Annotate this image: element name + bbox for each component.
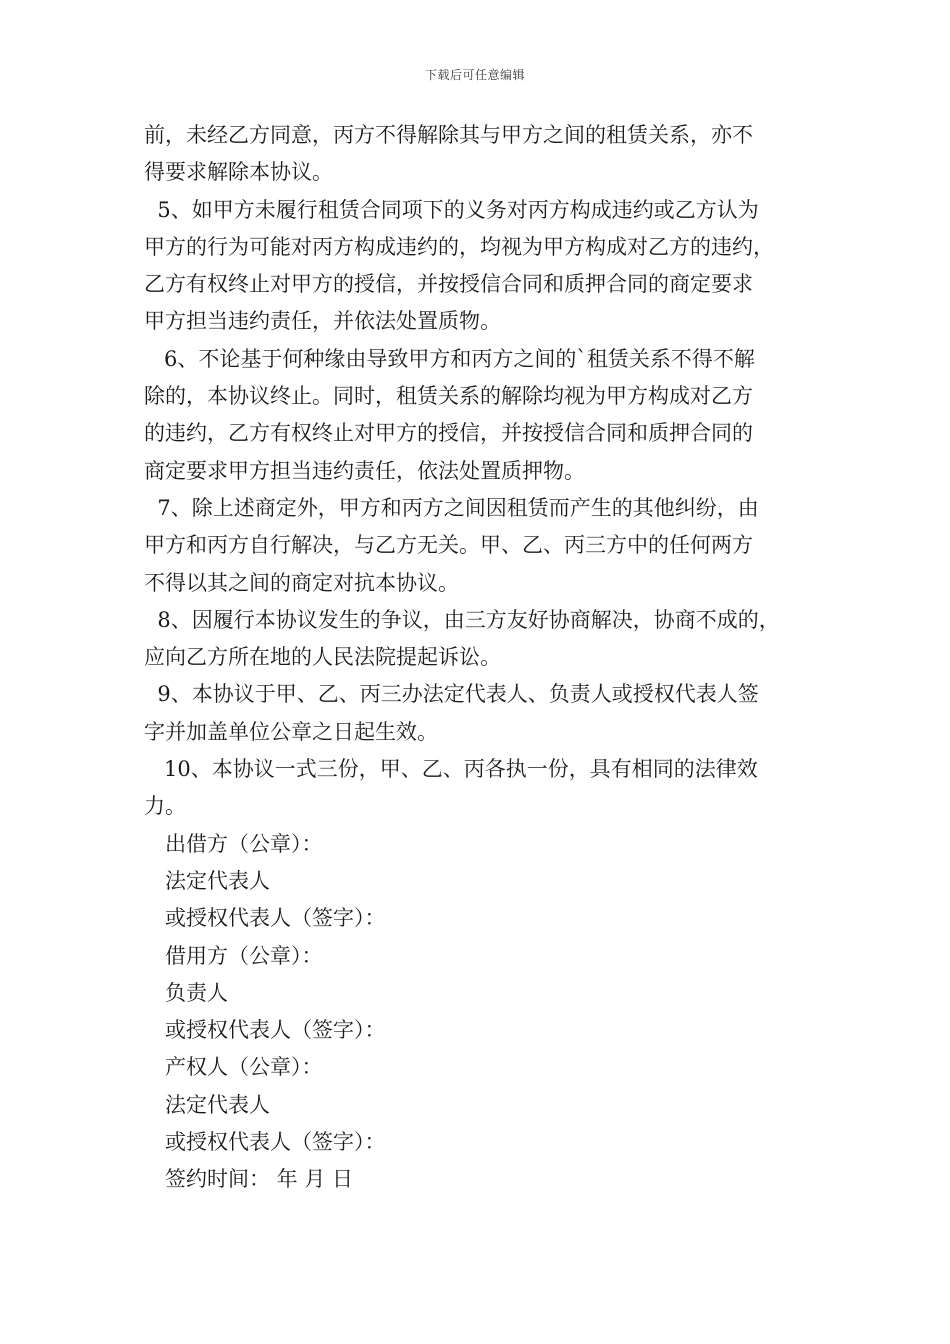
text-line: 8、因履行本协议发生的争议，由三方友好协商解决，协商不成的， <box>144 607 780 632</box>
borrower-authorized-rep-line: 或授权代表人（签字）： <box>165 1018 386 1043</box>
clause-7 <box>144 490 816 602</box>
borrower-seal-line: 借用方（公章）： <box>165 943 323 968</box>
paragraph-continuation <box>144 117 816 192</box>
lender-seal-line: 出借方（公章）： <box>165 831 323 856</box>
document-body <box>144 117 816 1199</box>
lender-legal-rep-line: 法定代表人 <box>165 868 270 893</box>
clause-5 <box>144 192 816 341</box>
signing-date-line: 签约时间： 年 月 日 <box>165 1167 354 1192</box>
text-line: 甲方的行为可能对丙方构成违约的，均视为甲方构成对乙方的违约， <box>144 234 774 259</box>
text-line: 除的，本协议终止。同时，租赁关系的解除均视为甲方构成对乙方 <box>144 384 753 409</box>
text-line: 商定要求甲方担当违约责任，依法处置质押物。 <box>144 458 585 483</box>
text-line: 得要求解除本协议。 <box>144 160 333 185</box>
text-line: 力。 <box>144 794 186 819</box>
text-line: 10、本协议一式三份，甲、乙、丙各执一份，具有相同的法律效 <box>144 757 758 782</box>
text-line: 甲方和丙方自行解决，与乙方无关。甲、乙、丙三方中的任何两方 <box>144 533 753 558</box>
text-line: 7、除上述商定外，甲方和丙方之间因租赁而产生的其他纠纷，由 <box>144 495 759 520</box>
text-line: 应向乙方所在地的人民法院提起诉讼。 <box>144 645 501 670</box>
clause-10 <box>144 751 816 826</box>
text-line: 5、如甲方未履行租赁合同项下的义务对丙方构成违约或乙方认为 <box>144 197 759 222</box>
text-line: 甲方担当违约责任，并依法处置质物。 <box>144 309 501 334</box>
owner-authorized-rep-line: 或授权代表人（签字）： <box>165 1130 386 1155</box>
text-line: 9、本协议于甲、乙、丙三办法定代表人、负责人或授权代表人签 <box>144 682 759 707</box>
text-line: 6、不论基于何种缘由导致甲方和丙方之间的`租赁关系不得不解 <box>144 346 755 371</box>
page-header: 下载后可任意编辑 <box>424 68 525 82</box>
text-line: 不得以其之间的商定对抗本协议。 <box>144 570 459 595</box>
owner-legal-rep-line: 法定代表人 <box>165 1092 270 1117</box>
owner-seal-line: 产权人（公章）： <box>165 1055 323 1080</box>
clause-9 <box>144 676 816 751</box>
text-line: 字并加盖单位公章之日起生效。 <box>144 719 438 744</box>
clause-8 <box>144 602 816 677</box>
text-line: 乙方有权终止对甲方的授信，并按授信合同和质押合同的商定要求 <box>144 272 753 297</box>
clause-6 <box>144 341 816 490</box>
borrower-responsible-line: 负责人 <box>165 980 228 1005</box>
text-line: 前，未经乙方同意，丙方不得解除其与甲方之间的租赁关系，亦不 <box>144 123 753 147</box>
lender-authorized-rep-line: 或授权代表人（签字）： <box>165 906 386 931</box>
text-line: 的违约，乙方有权终止对甲方的授信，并按授信合同和质押合同的 <box>144 421 753 446</box>
signature-block <box>144 826 816 1199</box>
